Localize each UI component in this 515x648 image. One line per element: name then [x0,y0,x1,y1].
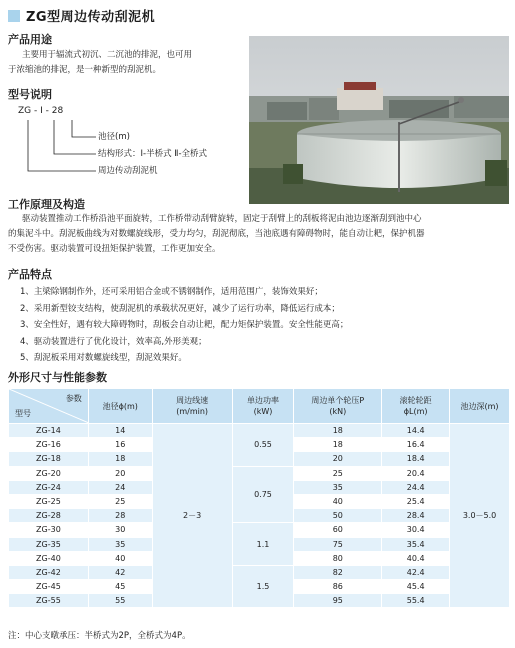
corner-model: 型号 [15,409,31,418]
clarifier-photo [249,36,509,204]
cell-diameter: 42 [88,565,152,579]
model-label-diameter: 池径(m) [98,132,130,142]
cell-wheel: 18.4 [382,452,450,466]
cell-pressure: 60 [294,523,382,537]
cell-wheel: 28.4 [382,509,450,523]
cell-wheel: 20.4 [382,466,450,480]
header-pressure: 周边单个轮压P (kN) [294,389,382,424]
cell-model: ZG-55 [9,594,89,608]
principle-line-2: 的集泥斗中。刮泥板曲线为对数螺旋线形，受力均匀，刮泥彻底，当池底遇有障碍物时，能自动让耙，保护机器 [8,229,425,239]
cell-pressure: 80 [294,551,382,565]
cell-model: ZG-24 [9,480,89,494]
cell-diameter: 24 [88,480,152,494]
cell-pressure: 40 [294,494,382,508]
model-label-structure: 结构形式：Ⅰ-半桥式 Ⅱ-全桥式 [98,149,208,159]
specs-heading: 外形尺寸与性能参数 [8,371,107,384]
cell-power: 0.55 [232,424,294,467]
cell-pressure: 82 [294,565,382,579]
header-depth: 池边深(m) [450,389,510,424]
feature-item: 3、安全性好，遇有较大障碍物时，刮板会自动让耙，配力矩保护装置。安全性能更高； [20,320,349,330]
cell-model: ZG-14 [9,424,89,438]
cell-pressure: 18 [294,438,382,452]
cell-depth: 3.0－5.0 [450,424,510,608]
table-row [9,424,510,438]
cell-speed: 2－3 [152,424,232,608]
header-wheel: 滚轮轮距 ϕL(m) [382,389,450,424]
cell-model: ZG-42 [9,565,89,579]
table-row [9,523,510,537]
header-power: 单边功率 (kW) [232,389,294,424]
cell-pressure: 86 [294,580,382,594]
title-row [8,6,155,25]
cell-wheel: 42.4 [382,565,450,579]
cell-wheel: 45.4 [382,580,450,594]
feature-item: 2、采用新型铰支结构，使刮泥机的承载状况更好，减少了运行功率，降低运行成本； [20,303,340,314]
cell-model: ZG-30 [9,523,89,537]
model-label-drive: 周边传动刮泥机 [98,166,158,176]
principle-heading: 工作原理及构造 [8,198,85,211]
corner-params: 参数 [65,394,82,403]
feature-item: 4、驱动装置进行了优化设计，效率高,外形美观； [20,336,207,347]
header-diameter: 池径ϕ(m) [88,389,152,424]
cell-wheel: 55.4 [382,594,450,608]
cell-diameter: 25 [88,494,152,508]
model-code: ZG - Ⅰ - 28 [18,106,64,116]
cell-model: ZG-18 [9,452,89,466]
cell-wheel: 24.4 [382,480,450,494]
feature-item: 1、主梁除钢制作外，还可采用铝合金或不锈钢制作，适用范围广，装饰效果好； [20,287,323,297]
cell-power: 0.75 [232,466,294,523]
spec-header-row [9,389,510,424]
principle-line-3: 不受伤害。驱动装置可设扭矩保护装置，工作更加安全。 [8,244,221,254]
cell-wheel: 25.4 [382,494,450,508]
feature-item: 5、刮泥板采用对数螺旋线型，刮泥效果好。 [20,353,187,363]
table-note: 注：中心支暾承压：半桥式为2P，全桥式为4P。 [8,631,191,641]
cell-model: ZG-16 [9,438,89,452]
cell-model: ZG-25 [9,494,89,508]
model-heading: 型号说明 [8,88,52,101]
header-corner [9,389,89,424]
cell-model: ZG-20 [9,466,89,480]
cell-wheel: 40.4 [382,551,450,565]
cell-model: ZG-28 [9,509,89,523]
cell-pressure: 75 [294,537,382,551]
cell-diameter: 40 [88,551,152,565]
cell-pressure: 25 [294,466,382,480]
features-heading: 产品特点 [8,268,52,281]
header-speed: 周边线速 (m/min) [152,389,232,424]
title-marker [8,10,20,22]
table-row [9,466,510,480]
table-row [9,565,510,579]
model-code-diagram [0,104,240,194]
features-list [20,284,348,367]
cell-model: ZG-35 [9,537,89,551]
cell-diameter: 45 [88,580,152,594]
cell-model: ZG-40 [9,551,89,565]
cell-wheel: 30.4 [382,523,450,537]
cell-pressure: 35 [294,480,382,494]
cell-pressure: 95 [294,594,382,608]
cell-pressure: 50 [294,509,382,523]
spec-table [8,388,510,608]
cell-diameter: 55 [88,594,152,608]
usage-line-1: 主要用于辐流式初沉、二沉池的排泥，也可用 [22,50,193,60]
cell-pressure: 18 [294,424,382,438]
cell-diameter: 30 [88,523,152,537]
principle-line-1: 驱动装置推动工作桥沿池平面旋转，工作桥带动刮臂旋转，固定于刮臂上的刮板将泥由池边逐渐刮到池中心 [22,214,422,224]
cell-diameter: 16 [88,438,152,452]
cell-wheel: 16.4 [382,438,450,452]
cell-model: ZG-45 [9,580,89,594]
cell-wheel: 14.4 [382,424,450,438]
cell-diameter: 14 [88,424,152,438]
cell-power: 1.1 [232,523,294,566]
cell-diameter: 18 [88,452,152,466]
cell-diameter: 20 [88,466,152,480]
cell-power: 1.5 [232,565,294,608]
usage-line-2: 于浓缩池的排泥，是一种新型的刮泥机。 [8,65,162,75]
cell-pressure: 20 [294,452,382,466]
usage-heading: 产品用途 [8,33,52,46]
page-title: ZG型周边传动刮泥机 [26,10,156,25]
cell-diameter: 35 [88,537,152,551]
cell-wheel: 35.4 [382,537,450,551]
cell-diameter: 28 [88,509,152,523]
